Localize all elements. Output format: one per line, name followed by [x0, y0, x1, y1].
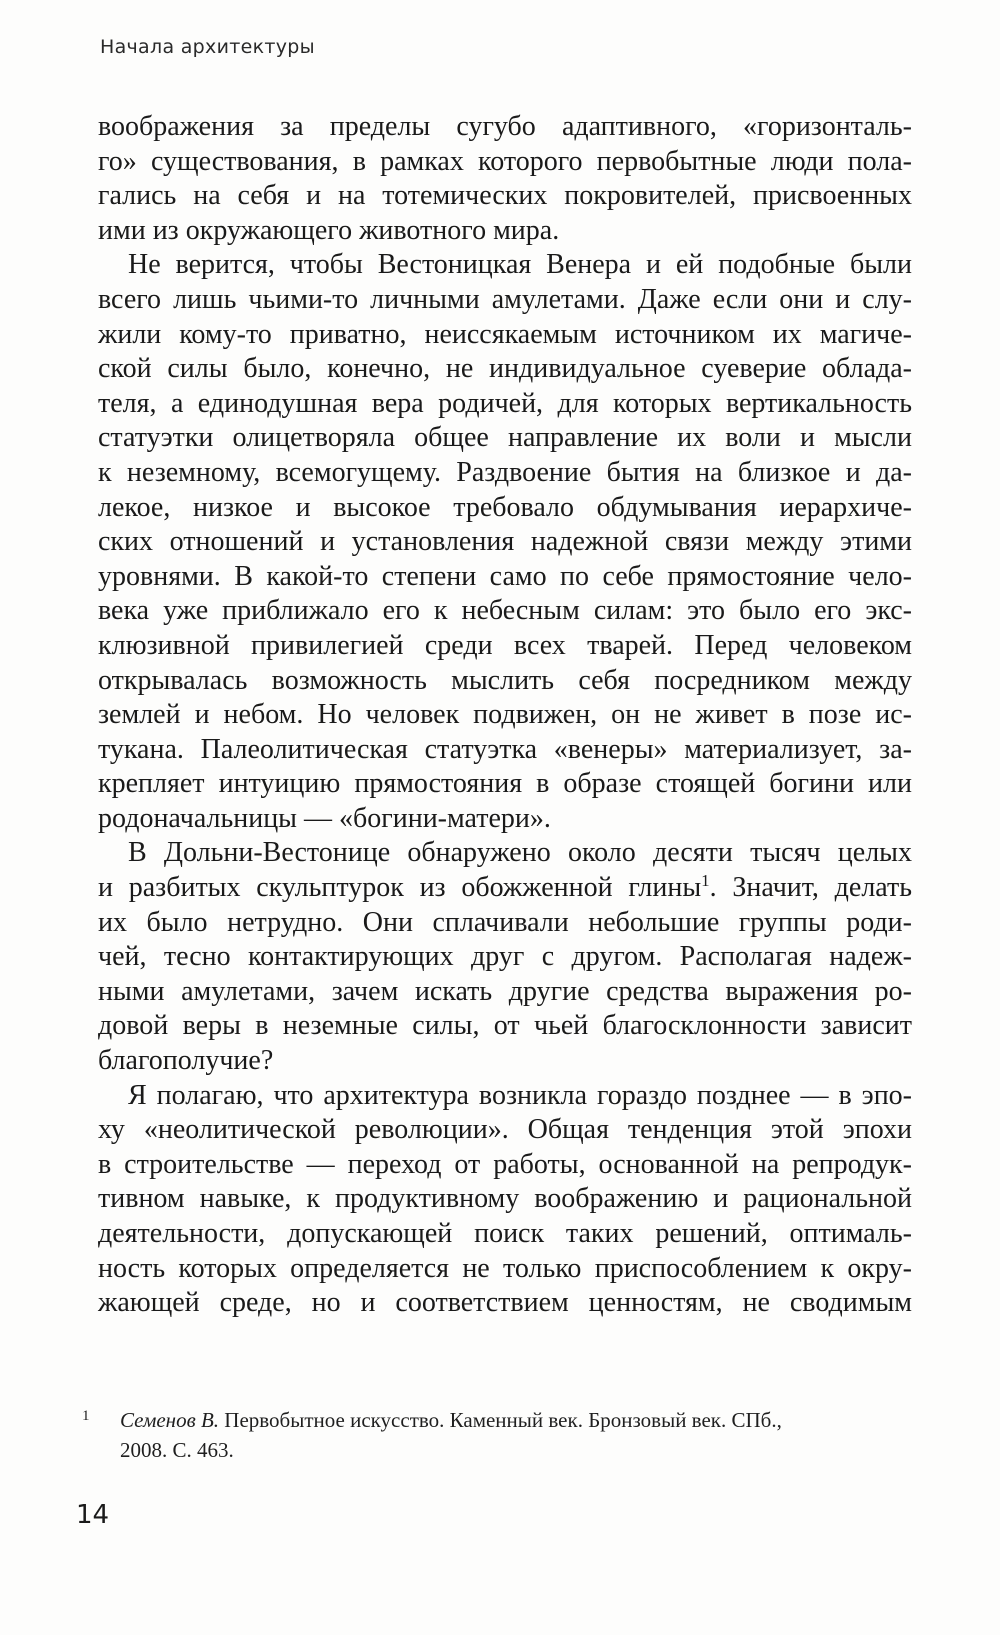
footnote-author: Семенов В.: [120, 1408, 220, 1432]
text-line: землей и небом. Но человек подвижен, он не живет в позе ис-: [98, 699, 912, 731]
text-line: гались на себя и на тотемических покровителей, присвоенных: [98, 180, 912, 212]
footnote-line: [120, 1405, 912, 1435]
paragraph-2: [98, 248, 912, 836]
text-line: чей, тесно контактирующих друг с другом. Располагая надеж-: [98, 941, 912, 973]
text-line: ской силы было, конечно, не индивидуальное суеверие облада-: [98, 353, 912, 385]
text-line: В Дольни-Вестонице обнаружено около десяти тысяч целых: [128, 837, 912, 869]
text-line: довой веры в неземные силы, от чьей благосклонности зависит: [98, 1010, 912, 1042]
text-line: их было нетрудно. Они сплачивали небольшие группы роди-: [98, 906, 912, 938]
text-line: Я полагаю, что архитектура возникла гораздо позднее — в эпо-: [128, 1079, 912, 1111]
text-line: благополучие?: [98, 1045, 274, 1077]
text-line: теля, а единодушная вера родичей, для которых вертикальность: [98, 387, 912, 419]
text-line-with-footnote-ref: [98, 871, 912, 906]
text-line: тивном навыке, к продуктивному воображению и рациональной: [98, 1183, 912, 1215]
text-line: крепляет интуицию прямостояния в образе стоящей богини или: [98, 768, 912, 800]
paragraph-4: [98, 1079, 912, 1321]
text-line: родоначальницы — «богини-матери».: [98, 802, 551, 834]
paragraph-3: [98, 836, 912, 1078]
text-line: жающей среде, но и соответствием ценностям, не сводимым: [98, 1287, 912, 1319]
page-number: 14: [76, 1500, 110, 1530]
text-line: в строительстве — переход от работы, основанной на репродук-: [98, 1148, 912, 1180]
text-line: к неземному, всемогущему. Раздвоение бытия на близкое и да-: [98, 456, 912, 488]
text-line: ими из окружающего животного мира.: [98, 214, 560, 246]
text-line: ность которых определяется не только приспособлением к окру-: [98, 1252, 912, 1284]
body-text: [98, 110, 912, 1321]
paragraph-1: [98, 110, 912, 248]
footnote-body: [120, 1405, 912, 1465]
text-line: клюзивной привилегией среди всех тварей. Перед человеком: [98, 629, 912, 661]
text-line: открывалась возможность мыслить себя посредником между: [98, 664, 912, 696]
text-line: лекое, низкое и высокое требовало обдумывания иерархиче-: [98, 491, 912, 523]
text-fragment: и разбитых скульптурок из обожженной глины: [98, 872, 702, 904]
text-line: уровнями. В какой-то степени само по себе прямостояние чело-: [98, 560, 912, 592]
text-line: века уже приближало его к небесным силам: это было его экс-: [98, 595, 912, 627]
footnote-reference[interactable]: 1: [701, 871, 710, 891]
text-line: жили кому-то приватно, неиссякаемым источником их магиче-: [98, 318, 912, 350]
text-line: всего лишь чьими-то личными амулетами. Даже если они и слу-: [98, 283, 912, 315]
text-line: Не верится, чтобы Вестоницкая Венера и ей подобные были: [128, 249, 912, 281]
text-line: тукана. Палеолитическая статуэтка «венеры» материализует, за-: [98, 733, 912, 765]
footnote-line: 2008. С. 463.: [120, 1438, 234, 1462]
footnote-text: Первобытное искусство. Каменный век. Бронзовый век. СПб.,: [219, 1408, 782, 1432]
text-line: статуэтки олицетворяла общее направление их воли и мысли: [98, 422, 912, 454]
text-line: деятельности, допускающей поиск таких решений, оптималь-: [98, 1218, 912, 1249]
running-head: Начала архитектуры: [100, 36, 315, 58]
text-line: го» существования, в рамках которого первобытные люди пола-: [98, 145, 912, 177]
text-line: ских отношений и установления надежной связи между этими: [98, 526, 912, 558]
footnote: [82, 1405, 912, 1465]
text-line: ху «неолитической революции». Общая тенденция этой эпохи: [98, 1114, 912, 1146]
footnote-mark: 1: [82, 1408, 90, 1424]
text-fragment: . Значит, делать: [709, 872, 913, 904]
text-line: ными амулетами, зачем искать другие средства выражения ро-: [98, 975, 912, 1007]
text-line: воображения за пределы сугубо адаптивного, «горизонталь-: [98, 111, 912, 142]
